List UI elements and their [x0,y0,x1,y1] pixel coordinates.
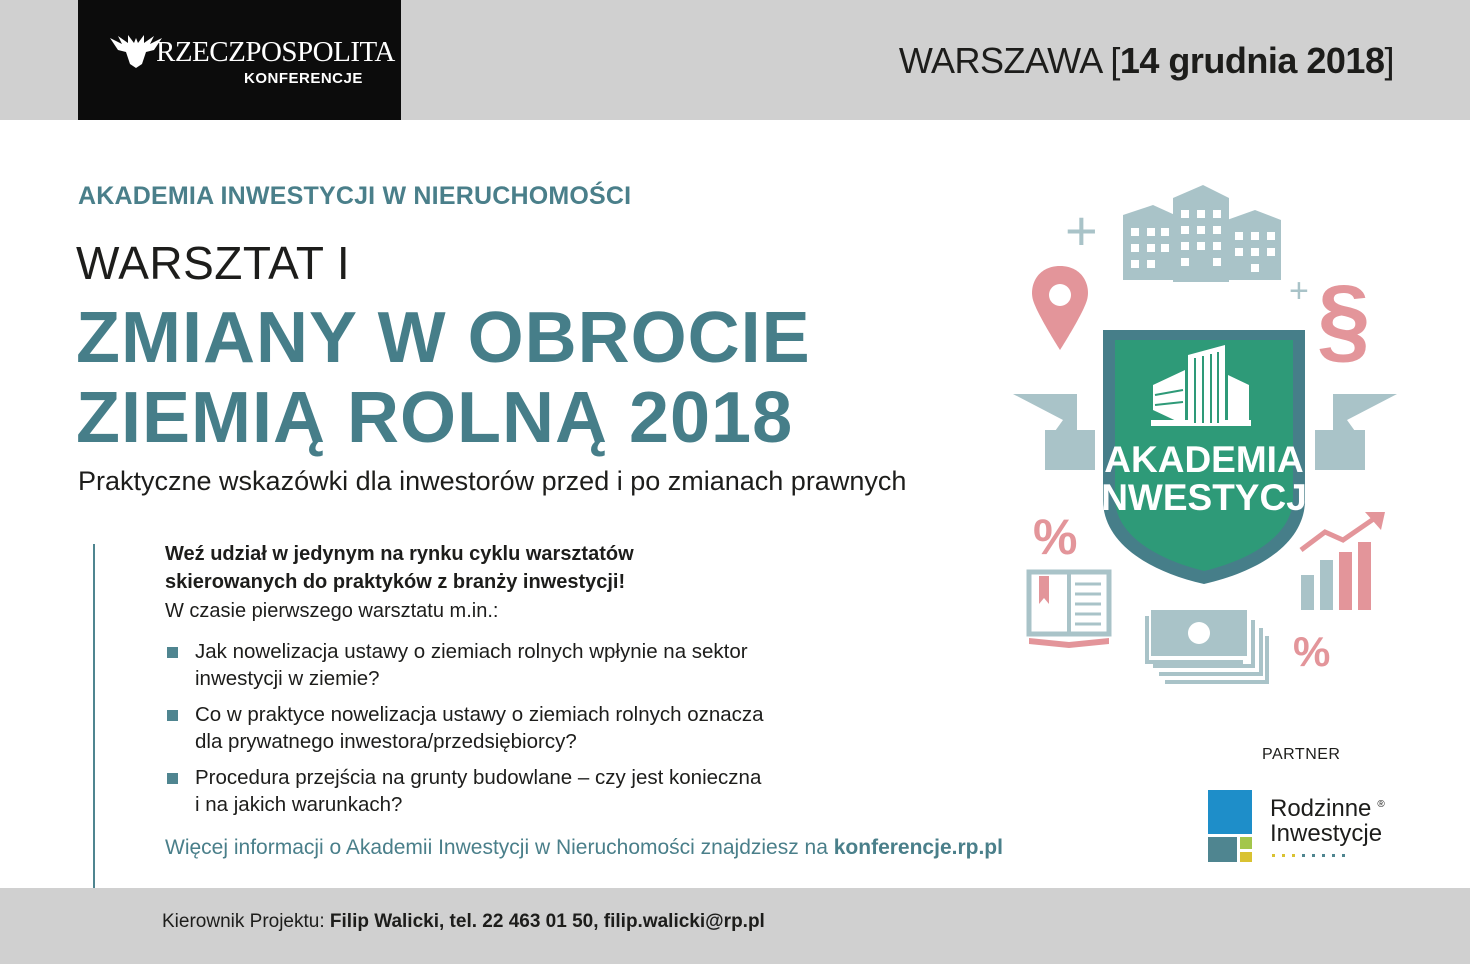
date-city: WARSZAWA [ [898,40,1120,81]
academy-emblem [1005,180,1405,690]
ribbon-left [1013,394,1095,470]
project-manager-contact [162,911,765,933]
event-date [899,40,1394,82]
contact-details[interactable]: Filip Walicki, tel. 22 463 01 50, filip.walicki@rp.pl [329,911,765,932]
main-title-line-2: ZIEMIĄ ROLNĄ 2018 [76,378,794,458]
plus-icon: + [1289,272,1309,310]
main-title [76,298,811,458]
rodzinne-inwestycje-logo[interactable] [1208,790,1398,866]
intro-line-1: Weź udział w jedynym na rynku cyklu warsztatów [165,543,634,565]
topics-list [165,638,845,827]
logo-subtitle: KONFERENCJE [244,70,363,87]
paragraph-icon: § [1317,266,1371,373]
list-item [165,701,845,755]
subtitle: Praktyczne wskazówki dla inwestorów przed i po zmianach prawnych [78,466,907,496]
emblem-line-2: INWESTYCJI [1090,477,1318,518]
academy-title: AKADEMIA INWESTYCJI W NIERUCHOMOŚCI [78,182,632,210]
rzeczpospolita-logo[interactable] [78,0,401,120]
partner-name-line-1: Rodzinne [1270,795,1372,822]
partner-name [1270,792,1385,846]
main-title-line-1: ZMIANY W OBROCIE [76,298,811,378]
shield-badge [1091,330,1317,584]
lead-text: W czasie pierwszego warsztatu m.in.: [165,600,499,622]
list-item-line: Co w praktyce nowelizacja ustawy o ziemiach rolnych oznacza [195,703,764,726]
more-info-text: Więcej informacji o Akademii Inwestycji w Nieruchomości znajdziesz na [165,836,834,859]
bullet-square-icon [167,773,178,784]
list-item-line: inwestycji w ziemie? [195,667,380,690]
bullet-square-icon [167,647,178,658]
list-item-line: Procedura przejścia na grunty budowlane – czy jest konieczna [195,766,762,789]
emblem-line-1: AKADEMIA [1104,439,1304,480]
ribbon-right [1315,394,1397,470]
list-item-line: dla prywatnego inwestora/przedsiębiorcy? [195,730,577,753]
list-item [165,638,845,692]
date-value: 14 grudnia 2018 [1119,40,1385,81]
header-bar [0,0,1470,120]
list-item-line: i na jakich warunkach? [195,793,403,816]
partner-label: PARTNER [1262,746,1341,763]
intro-text [165,540,725,596]
money-stack-icon [1147,612,1267,682]
more-info-link[interactable]: konferencje.rp.pl [833,836,1003,859]
buildings-icon [1123,185,1281,282]
workshop-label: WARSZTAT I [76,237,351,289]
logo-name: RZECZPOSPOLITA [156,36,395,68]
growth-chart-icon [1301,512,1385,610]
registered-mark: ® [1377,799,1385,810]
contact-label: Kierownik Projektu: [162,911,330,932]
location-pin-icon [1032,266,1088,350]
bullet-square-icon [167,710,178,721]
list-item [165,764,845,818]
more-info [165,836,1003,860]
date-bracket: ] [1384,40,1394,81]
partner-name-line-2: Inwestycje [1270,820,1383,847]
book-icon [1029,572,1109,648]
plus-icon: + [1065,199,1098,262]
list-item-line: Jak nowelizacja ustawy o ziemiach rolnych wpłynie na sektor [195,640,748,663]
percent-icon: % [1293,628,1331,675]
percent-icon: % [1033,509,1078,565]
intro-line-2: skierowanych do praktyków z branży inwestycji! [165,571,626,593]
